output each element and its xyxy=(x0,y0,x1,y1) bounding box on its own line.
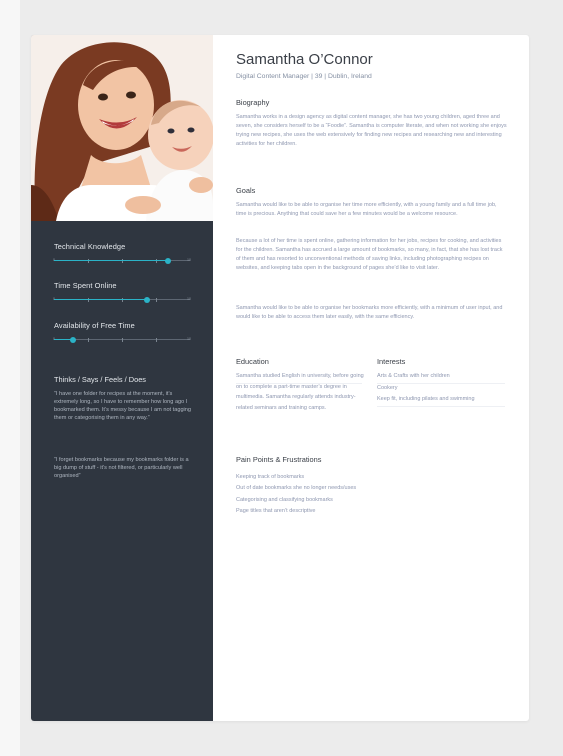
goals-paragraph-2: Because a lot of her time is spent online, gathering information for her jobs, recipes for cooking, and activities for the children. Samantha has accrued a large amount of bookmarks, so many, in fact, that she has lost track of them and has resorted to unconventional methods of saving links, including photographing recipes on websites, and keeping tabs open in the background of pages she’d like to visit later. xyxy=(236,238,503,271)
goals-heading: Goals xyxy=(236,186,256,195)
interest-item: Arts & Crafts with her children xyxy=(377,373,450,379)
page-margin xyxy=(0,0,20,756)
interests-heading: Interests xyxy=(377,357,406,366)
goals-paragraph-3: Samantha would like to be able to organise her bookmarks more efficiently, with a minimum of user input, and would like to be able to access them later easily, with the same efficiency. xyxy=(236,305,503,320)
skill-label: Technical Knowledge xyxy=(54,242,126,251)
persona-photo xyxy=(31,35,213,221)
quote-1: “I have one folder for recipes at the moment, it’s extremely long, so I have to remember how long ago I bookmarked them. It’s messy because I am not tagging them or categorising them in any way.” xyxy=(54,391,192,421)
pain-point-item: Page titles that aren’t descriptive xyxy=(236,508,316,515)
biography-heading: Biography xyxy=(236,98,270,107)
divider xyxy=(377,406,505,407)
biography-text: Samantha works in a design agency as digital content manager, she has two young children, aged three and seven, she considers herself to be a “Foodie”. Samantha is computer literate, and when not working she enjoys trying new recipes, she uses the web extensively for finding new recipes and researching new and interesting activities for her children. xyxy=(236,114,507,147)
interests-list xyxy=(377,371,475,406)
interest-item: Cookery xyxy=(377,384,398,391)
pain-points-list xyxy=(236,472,356,518)
skill-time-spent-online xyxy=(54,281,194,301)
goals-paragraph-1: Samantha would like to be able to organise her time more efficiently, with a young family and a full time job, time is precious. Anything that could save her a few minutes would be a welcome resource. xyxy=(236,202,497,217)
skill-technical-knowledge xyxy=(54,242,194,262)
slider-tick xyxy=(156,338,157,342)
persona-name: Samantha O’Connor xyxy=(236,51,373,68)
persona-subtitle: Digital Content Manager | 39 | Dublin, Ireland xyxy=(236,73,372,80)
divider xyxy=(377,383,505,384)
skill-slider xyxy=(54,257,191,262)
skill-slider xyxy=(54,336,191,341)
skill-label: Time Spent Online xyxy=(54,281,117,290)
persona-card xyxy=(31,35,529,721)
sidebar xyxy=(31,35,213,721)
quote-2: “I forget bookmarks because my bookmarks folder is a big dump of stuff - it’s not filtered, or particularly well organised” xyxy=(54,457,189,479)
slider-tick xyxy=(156,298,157,302)
skill-slider xyxy=(54,296,191,301)
divider xyxy=(236,383,362,384)
thinks-says-feels-does-title: Thinks / Says / Feels / Does xyxy=(54,375,147,384)
skill-label: Availability of Free Time xyxy=(54,321,135,330)
slider-max: 10 xyxy=(187,296,191,301)
slider-max: 10 xyxy=(187,336,191,341)
slider-fill xyxy=(54,260,168,261)
education-heading: Education xyxy=(236,357,269,366)
slider-knob xyxy=(70,337,76,343)
slider-tick xyxy=(122,338,123,342)
education-text: Samantha studied English in university, before going on to complete a part-time master’s degree in multimedia. Samantha regularly attends industry-related seminars and training camps. xyxy=(236,373,364,411)
slider-fill xyxy=(54,299,147,300)
slider-knob xyxy=(165,258,171,264)
pain-point-item: Keeping track of bookmarks xyxy=(236,474,305,480)
pain-point-item: Out of date bookmarks she no longer needs/uses xyxy=(236,485,357,492)
pain-point-item: Categorising and classifying bookmarks xyxy=(236,496,333,503)
slider-knob xyxy=(144,297,150,303)
interest-item: Keep fit, including pilates and swimming xyxy=(377,396,475,402)
skill-availability-free-time xyxy=(54,321,194,341)
slider-tick xyxy=(88,338,89,342)
pain-points-heading: Pain Points & Frustrations xyxy=(236,455,322,464)
slider-max: 10 xyxy=(187,257,191,262)
